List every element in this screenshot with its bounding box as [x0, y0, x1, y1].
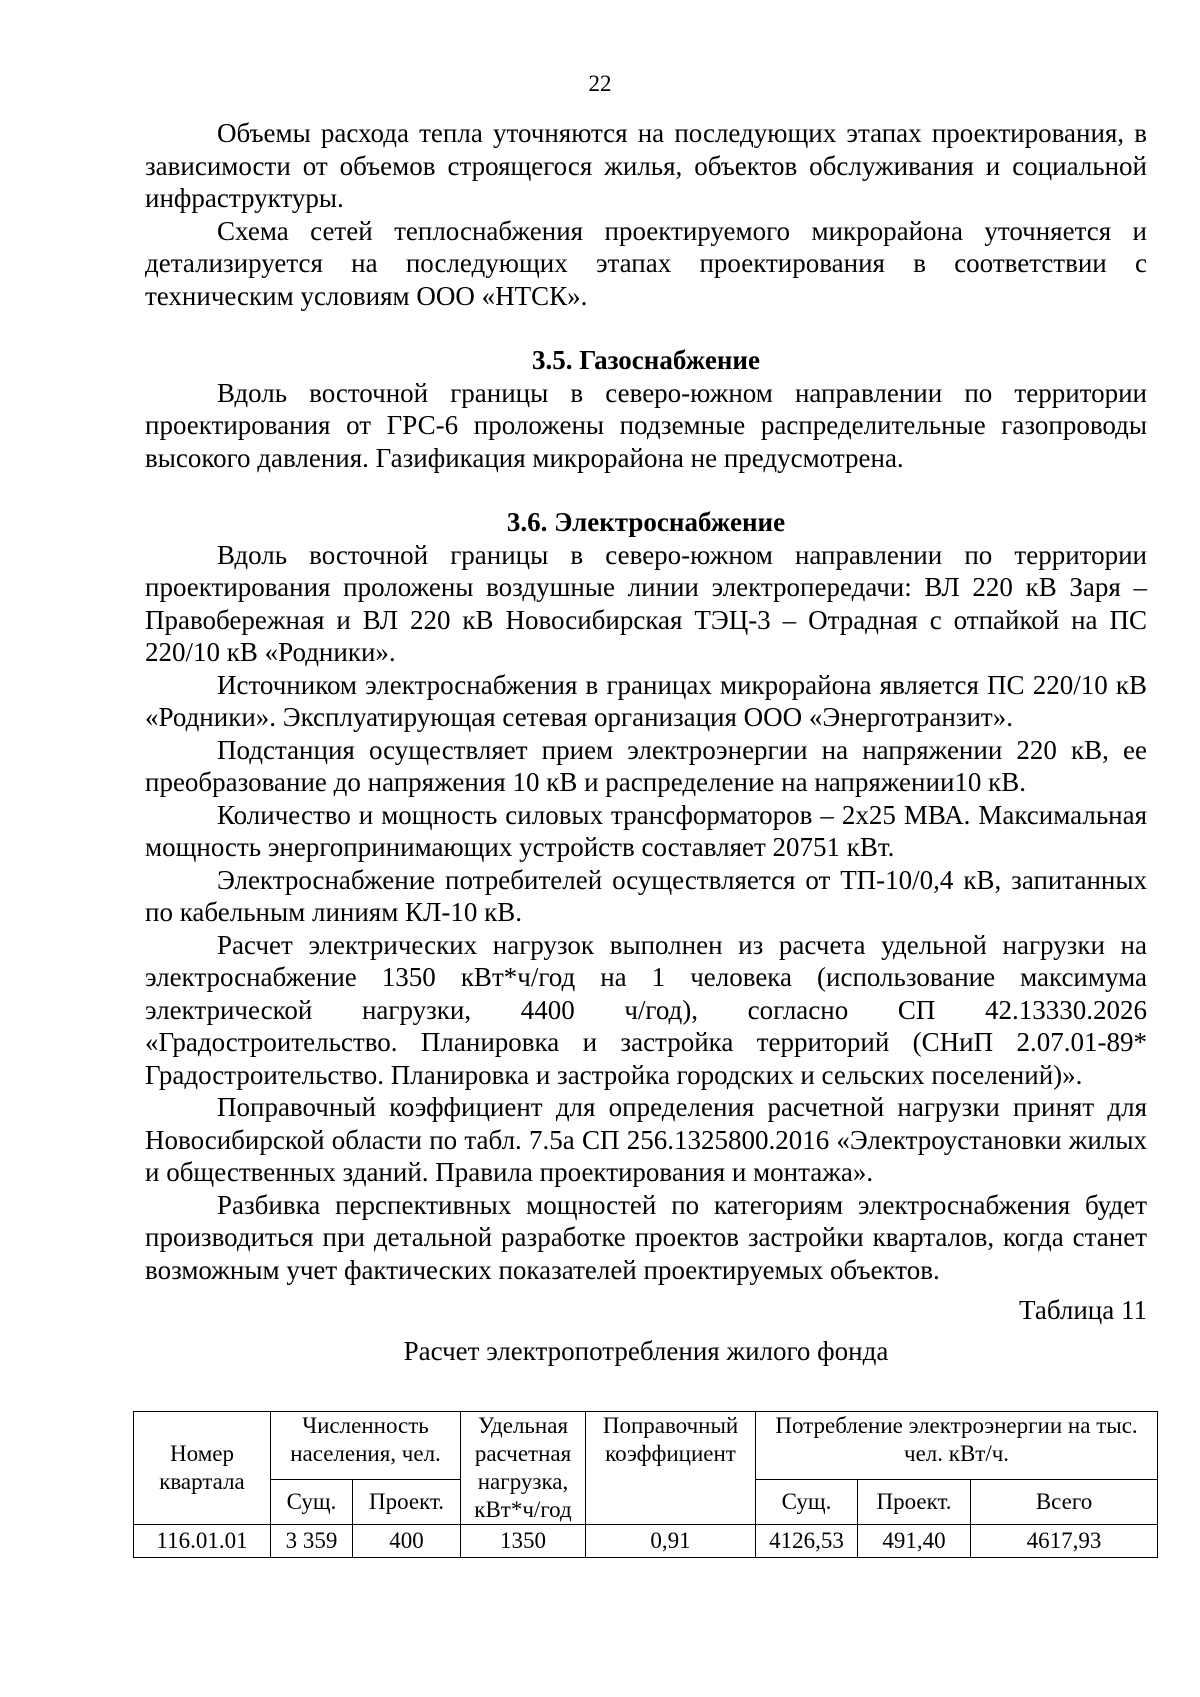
cell-specific-load: 1350	[461, 1525, 586, 1558]
header-correction: Поправочный коэффициент	[586, 1412, 756, 1525]
header-pop-existing: Сущ.	[271, 1480, 353, 1525]
power-consumption-table	[133, 1411, 1158, 1558]
paragraph: Поправочный коэффициент для определения расчетной нагрузки принят для Новосибирской области по табл. 7.5а СП 256.1325800.2016 «Электроустановки жилых и общественных зданий. Правила проектирования и монтажа».	[145, 1092, 1147, 1187]
header-pop-projected: Проект.	[353, 1480, 461, 1525]
table-row	[134, 1525, 1158, 1558]
cell-block: 116.01.01	[134, 1525, 271, 1558]
document-body	[145, 117, 1147, 1367]
header-population: Численность населения, чел.	[271, 1412, 461, 1480]
cell-correction: 0,91	[586, 1525, 756, 1558]
header-consumption: Потребление электроэнергии на тыс. чел. кВт/ч.	[756, 1412, 1158, 1480]
cell-pop-projected: 400	[353, 1525, 461, 1558]
header-cons-projected: Проект.	[858, 1480, 971, 1525]
section-heading-power: 3.6. Электроснабжение	[506, 507, 786, 537]
header-cons-existing: Сущ.	[756, 1480, 858, 1525]
table-title: Расчет электропотребления жилого фонда	[403, 1335, 889, 1366]
paragraph: Расчет электрических нагрузок выполнен из расчета удельной нагрузки на электроснабжение 1350 кВт*ч/год на 1 человека (использование максимума электрической нагрузки, 4400 ч/год), согласно СП 42.13330.2026 «Градостроительство. Планировка и застройка территорий (СНиП 2.07.01-89* Градостроительство. Планировка и застройка городских и сельских поселений)».	[145, 929, 1147, 1090]
paragraph: Подстанция осуществляет прием электроэнергии на напряжении 220 кВ, ее преобразование до напряжения 10 кВ и распределение на напряжении10 кВ.	[145, 734, 1147, 797]
paragraph: Количество и мощность силовых трансформаторов – 2х25 МВА. Максимальная мощность энергопринимающих устройств составляет 20751 кВт.	[145, 799, 1147, 862]
paragraph: Вдоль восточной границы в северо-южном направлении по территории проектирования от ГРС-6 проложены подземные распределительные газопроводы высокого давления. Газификация микрорайона не предусмотрена.	[145, 377, 1147, 473]
cell-pop-existing: 3 359	[271, 1525, 353, 1558]
page-number: 22	[588, 71, 612, 96]
section-heading-gas: 3.5. Газоснабжение	[532, 345, 760, 375]
paragraph: Схема сетей теплоснабжения проектируемого микрорайона уточняется и детализируется на последующих этапах проектирования в соответствии с техническим условиям ООО «НТСК».	[145, 215, 1147, 311]
cell-cons-projected: 491,40	[858, 1525, 971, 1558]
table-label: Таблица 11	[1019, 1295, 1147, 1325]
cell-cons-existing: 4126,53	[756, 1525, 858, 1558]
paragraph: Объемы расхода тепла уточняются на последующих этапах проектирования, в зависимости от объемов строящегося жилья, объектов обслуживания и социальной инфраструктуры.	[145, 118, 1147, 213]
paragraph: Источником электроснабжения в границах микрорайона является ПС 220/10 кВ «Родники». Эксплуатирующая сетевая организация ООО «Энерготранзит».	[145, 669, 1147, 732]
paragraph: Вдоль восточной границы в северо-южном направлении по территории проектирования проложены воздушные линии электропередачи: ВЛ 220 кВ Заря – Правобережная и ВЛ 220 кВ Новосибирская ТЭЦ-3 – Отрадная с отпайкой на ПС 220/10 кВ «Родники».	[145, 539, 1147, 667]
header-specific-load: Удельная расчетная нагрузка, кВт*ч/год	[461, 1412, 586, 1525]
header-cons-total: Всего	[971, 1480, 1158, 1525]
paragraph: Разбивка перспективных мощностей по категориям электроснабжения будет производиться при детальной разработке проектов застройки кварталов, когда станет возможным учет фактических показателей проектируемых объектов.	[145, 1189, 1147, 1285]
paragraph: Электроснабжение потребителей осуществляется от ТП-10/0,4 кВ, запитанных по кабельным линиям КЛ-10 кВ.	[145, 864, 1147, 927]
cell-cons-total: 4617,93	[971, 1525, 1158, 1558]
header-block-number: Номер квартала	[134, 1412, 271, 1525]
